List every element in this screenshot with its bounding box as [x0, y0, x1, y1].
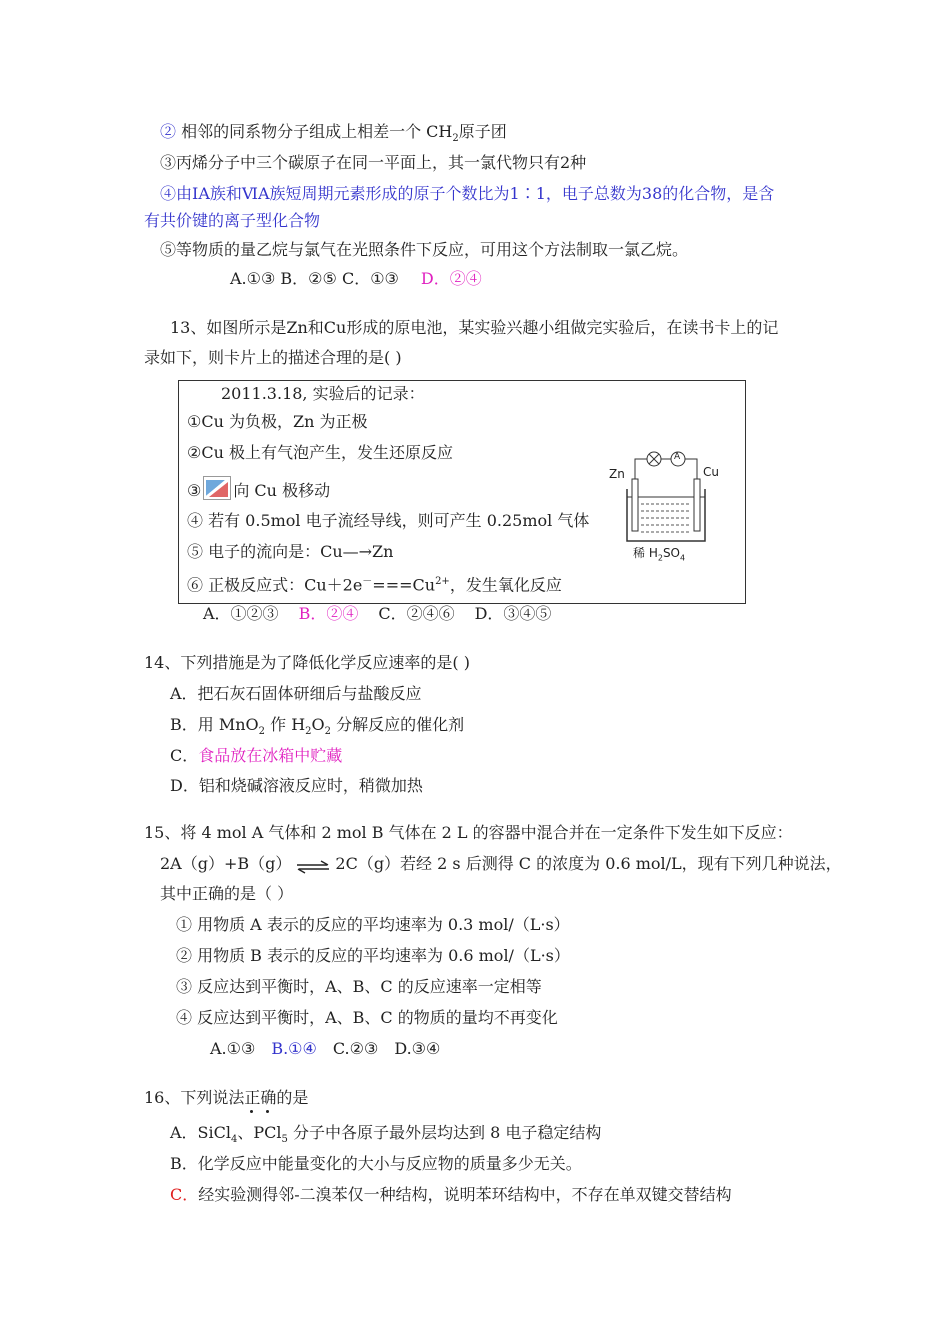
q14-option-a: A．把石灰石固体研细后与盐酸反应 [170, 684, 422, 703]
q12-statement-4-line1: ④由ⅠA族和ⅥA族短周期元素形成的原子个数比为1∶1，电子总数为38的化合物，是含 [160, 184, 775, 203]
q16-option-a: A．SiCl$_4$、PCl$_5$ 分子中各原子最外层均达到 8 电子稳定结构 [170, 1123, 602, 1146]
fig-zn-label: Zn [609, 467, 625, 481]
q16-answer: C． [170, 1185, 199, 1204]
card-item-4: ④ 若有 0.5mol 电子流经导线，则可产生 0.25mol 气体 [187, 511, 590, 530]
card-item-5: ⑤ 电子的流向是：Cu—→Zn [187, 542, 394, 561]
q15-statement-3: ③ 反应达到平衡时，A、B、C 的反应速率一定相等 [176, 977, 542, 996]
q12-statement-4-line2: 有共价键的离子型化合物 [144, 211, 321, 230]
q16-stem: 16、下列说法正确的是 [144, 1088, 309, 1107]
q13-stem-line1: 13、如图所示是Zn和Cu形成的原电池，某实验兴趣小组做完实验后，在读书卡上的记 [170, 318, 779, 337]
emphasis-dot [250, 1110, 253, 1113]
q13-options: A．①②③ B．②④ C．②④⑥ D．③④⑤ [203, 604, 552, 623]
galvanic-cell-figure [607, 441, 727, 566]
q12-options: A.①③ B．②⑤ C．①③ D．②④ [230, 269, 482, 288]
q15-statement-4: ④ 反应达到平衡时，A、B、C 的物质的量均不再变化 [176, 1008, 558, 1027]
card-item-6: ⑥ 正极反应式：$Cu+2e^-===Cu^{2+}$，发生氧化反应 [187, 575, 562, 595]
q14-option-c: C．食品放在冰箱中贮藏 [170, 746, 343, 765]
card-item-3: ③ 向 Cu 极移动 [187, 476, 330, 502]
fig-cu-label: Cu [703, 465, 719, 479]
fig-solution-label: 稀 $H_2SO_4$ [633, 546, 686, 563]
equilibrium-arrow-icon [295, 858, 331, 872]
q16-option-b: B．化学反应中能量变化的大小与反应物的质量多少无关。 [170, 1154, 582, 1173]
q15-statement-1: ① 用物质 A 表示的反应的平均速率为 0.3 mol/（L·s） [176, 915, 570, 934]
q15-answer: B.①④ [271, 1039, 317, 1058]
q15-stem-line3: 其中正确的是（ ） [160, 884, 294, 903]
q14-stem: 14、下列措施是为了降低化学反应速率的是( ) [144, 653, 470, 672]
card-date: 2011.3.18, 实验后的记录： [221, 384, 425, 403]
q13-reading-card [178, 380, 746, 604]
q13-answer: B．②④ [298, 604, 359, 623]
card-item-2: ②Cu 极上有气泡产生，发生还原反应 [187, 443, 453, 462]
q14-option-d: D．铝和烧碱溶液反应时，稍微加热 [170, 776, 423, 795]
q15-stem-line1: 15、将 4 mol A 气体和 2 mol B 气体在 2 L 的容器中混合并在一定条件下发生如下反应： [144, 823, 793, 842]
q14-answer: 食品放在冰箱中贮藏 [198, 746, 343, 765]
q15-statement-2: ② 用物质 B 表示的反应的平均速率为 0.6 mol/（L·s） [176, 946, 570, 965]
q14-option-b: B．用 MnO$_2$ 作 $H_2O_2$ 分解反应的催化剂 [170, 715, 465, 738]
q12-answer: D．②④ [420, 269, 482, 288]
q15-options: A.①③ B.①④ C.②③ D.③④ [210, 1039, 441, 1058]
q13-stem-line2: 录如下，则卡片上的描述合理的是( ) [144, 348, 402, 367]
broken-image-icon [203, 476, 231, 500]
card-item-1: ①Cu 为负极，Zn 为正极 [187, 412, 368, 431]
emphasis-dot [266, 1110, 269, 1113]
q12-statement-5: ⑤等物质的量乙烷与氯气在光照条件下反应，可用这个方法制取一氯乙烷。 [160, 240, 689, 259]
ammeter-a-label: A [674, 452, 681, 462]
q15-equation: 2A（g）+B（g） 2C（g）若经 2 s 后测得 C 的浓度为 0.6 mol/L，现有下列几种说法， [160, 854, 842, 873]
q12-statement-3: ③丙烯分子中三个碳原子在同一平面上，其一氯代物只有2种 [160, 153, 587, 172]
q12-statement-2: ② 相邻的同系物分子组成上相差一个 $CH_2$原子团 [160, 122, 507, 145]
q16-option-c: C．经实验测得邻-二溴苯仅一种结构，说明苯环结构中，不存在单双键交替结构 [170, 1185, 732, 1204]
